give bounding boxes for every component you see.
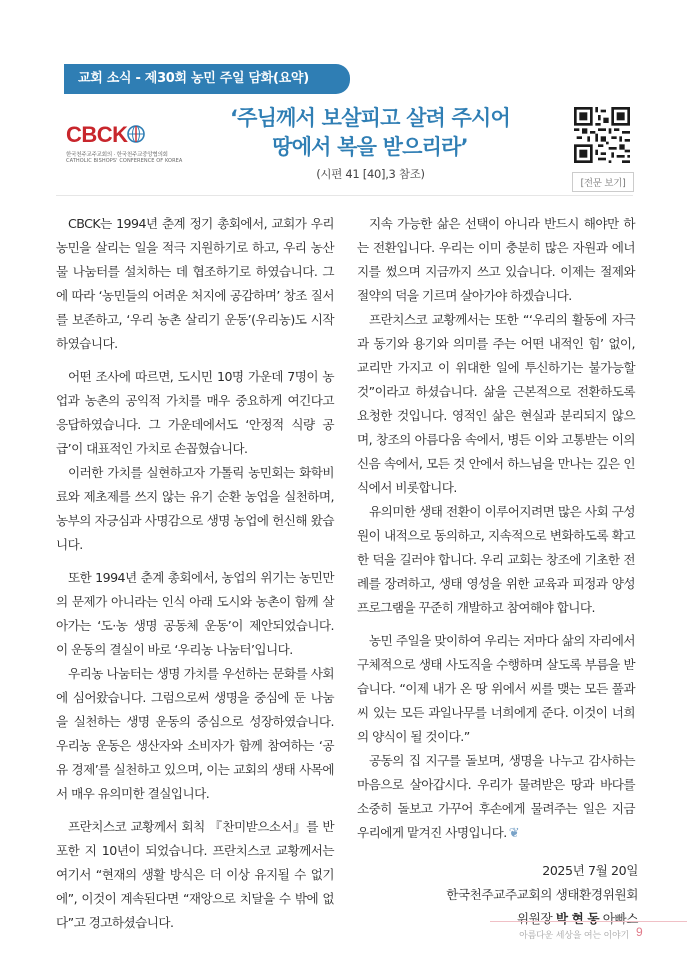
signature-title: 아빠스 <box>602 911 638 926</box>
paragraph: 프란치스코 교황께서는 또한 “‘우리의 활동에 자극과 동기와 용기와 의미를 주는 어떤 내적인 힘’ 없이, 교리만 가지고 이 위대한 일에 투신하기는 불가능할 것”이라고 하셨습니다. 삶을 근본적으로 전환하도록 요청한 것입니다. 영적인 삶은 현실과 분리되지 않으며, 창조의 아름다움 속에서, 병든 이와 고통받는 이의 신음 속에서, 모든 것 안에서 하느님을 만나는 깊은 인식에서 비롯합니다. <box>357 312 635 495</box>
paragraph: 이러한 가치를 실현하고자 가톨릭 농민회는 화학비료와 제초제를 쓰지 않는 유기 순환 농업을 실천하며, 농부의 자긍심과 사명감으로 생명 농업에 헌신해 왔습니다. <box>56 465 334 552</box>
paragraph-last <box>357 749 635 846</box>
paragraph: 지속 가능한 삶은 선택이 아니라 반드시 해야만 하는 전환입니다. 우리는 이미 충분히 많은 자원과 에너지를 썼으며 지금까지 쓰고 있습니다. 이제는 절제와 절약의 덕을 기르며 살아가야 하겠습니다. <box>357 216 635 303</box>
paragraph-text: 공동의 집 지구를 돌보며, 생명을 나누고 감사하는 마음으로 살아갑시다. 우리가 물려받은 땅과 바다를 소중히 돌보고 가꾸어 후손에게 물려주는 일은 지금 우리에게 맡겨진 사명입니다. <box>357 753 635 840</box>
title-line-2: 땅에서 복을 받으리라’ <box>272 135 468 159</box>
header-divider <box>56 195 633 196</box>
signature-org: 한국천주교주교회의 생태환경위원회 <box>446 887 638 902</box>
left-column <box>56 212 334 935</box>
right-column <box>357 212 635 846</box>
paragraph: 또한 1994년 춘계 총회에서, 농업의 위기는 농민만의 문제가 아니라는 인식 아래 도시와 농촌이 함께 살아가는 ‘도·농 생명 공동체 운동’이 제안되었습니다. 이 운동의 결실이 바로 ‘우리농 나눔터’입니다. <box>56 570 334 657</box>
paragraph: CBCK는 1994년 춘계 정기 총회에서, 교회가 우리 농민을 살리는 일을 적극 지원하기로 하고, 우리 농산물 나눔터를 설치하는 데 협조하기로 하였습니다. 그에 따라 ‘농민들의 어려운 처지에 공감하며’ 창조 질서를 보존하고, ‘우리 농촌 살리기 운동’(우리농)도 시작하였습니다. <box>56 216 334 351</box>
qr-caption[interactable]: [전문 보기] <box>572 172 634 192</box>
page-number: 9 <box>636 925 643 939</box>
logo-name-ko: 한국천주교주교회의 · 한국천주교중앙협의회 <box>66 152 168 158</box>
article-title <box>205 104 535 162</box>
paragraph: 유의미한 생태 전환이 이루어지려면 많은 사회 구성원이 내적으로 동의하고, 지속적으로 변화하도록 확고한 덕을 길러야 합니다. 우리 교회는 창조에 기초한 전례를 장려하고, 생태 영성을 위한 교육과 피정과 양성 프로그램을 꾸준히 개발하고 참여해야 합니다. <box>357 504 635 615</box>
paragraph: 프란치스코 교황께서 회칙 『찬미받으소서』를 반포한 지 10년이 되었습니다. 프란치스코 교황께서는 여기서 “현재의 생활 방식은 더 이상 유지될 수 없기에”, 이것이 계속된다면 “재앙으로 치달을 수 밖에 없다”고 경고하셨습니다. <box>56 819 334 930</box>
section-banner: 교회 소식 - 제30회 농민 주일 담화(요약) <box>64 64 350 94</box>
logo-name-en: CATHOLIC BISHOPS' CONFERENCE OF KOREA <box>66 158 183 164</box>
signature-name: 박 현 동 <box>555 911 600 926</box>
title-line-1: ‘주님께서 보살피고 살려 주시어 <box>229 106 511 130</box>
leaf-icon: ❦ <box>508 826 520 841</box>
footer-rule <box>490 921 687 922</box>
paragraph: 농민 주일을 맞이하여 우리는 저마다 삶의 자리에서 구체적으로 생태 사도직을 수행하며 살도록 부름을 받습니다. “이제 내가 온 땅 위에서 씨를 맺는 모든 풀과 씨 있는 모든 과일나무를 너희에게 준다. 이것이 너희의 양식이 될 것이다.” <box>357 633 635 744</box>
signature-date: 2025년 7월 20일 <box>542 863 638 878</box>
globe-cross-icon <box>126 124 146 144</box>
paragraph: 우리농 나눔터는 생명 가치를 우선하는 문화를 사회에 심어왔습니다. 그럼으로써 생명을 중심에 둔 나눔을 실천하는 생명 운동의 중심으로 성장하였습니다. 우리농 운동은 생산자와 소비자가 함께 참여하는 ‘공유 경제’를 실천하고 있으며, 이는 교회의 생태 사목에서 매우 유의미한 결실입니다. <box>56 666 334 801</box>
scripture-reference: (시편 41 [40],3 참조) <box>316 167 425 181</box>
logo-mark: CBCK <box>66 122 128 147</box>
qr-code-icon[interactable] <box>574 107 630 163</box>
cbck-logo <box>66 122 216 172</box>
signature-role: 위원장 <box>516 911 553 926</box>
paragraph: 어떤 조사에 따르면, 도시민 10명 가운데 7명이 농업과 농촌의 공익적 가치를 매우 중요하게 여긴다고 응답하였습니다. 그 가운데에서도 ‘안정적 식량 공급’이 대표적인 가치로 손꼽혔습니다. <box>56 369 334 456</box>
footer-magazine-title: 아름다운 세상을 여는 이야기 <box>519 931 629 941</box>
